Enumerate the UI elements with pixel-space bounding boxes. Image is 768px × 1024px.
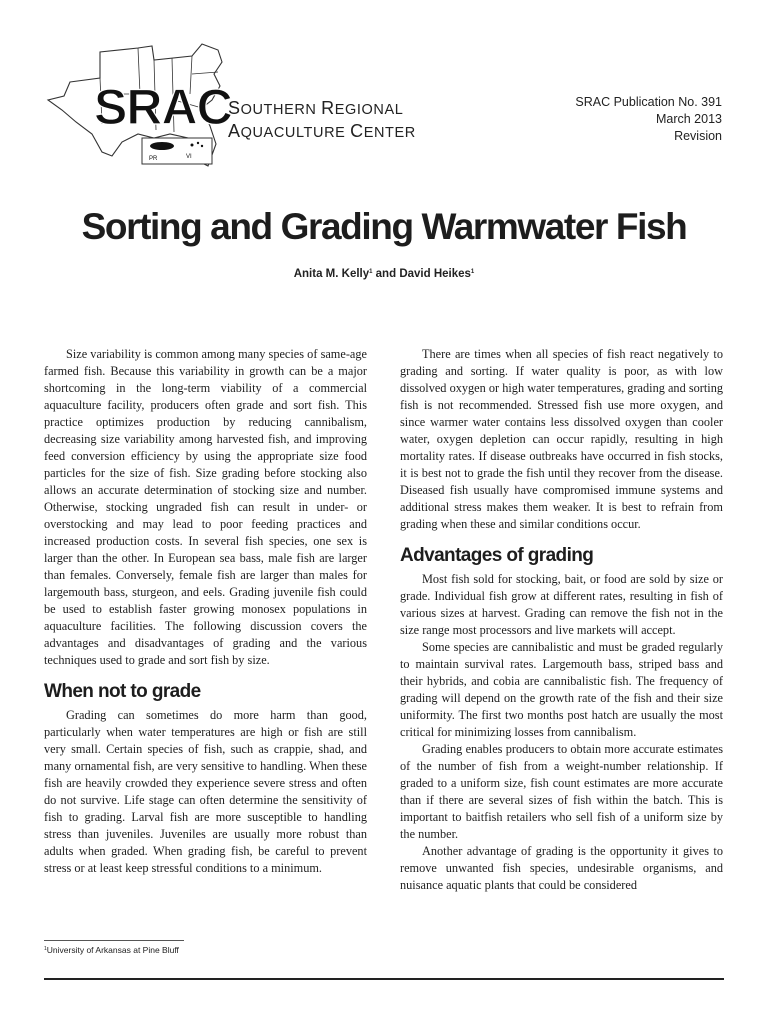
publication-status: Revision	[674, 129, 722, 143]
author-1: Anita M. Kelly	[293, 268, 370, 280]
footnote-text: University of Arkansas at Pine Bluff	[46, 945, 179, 955]
authors-line: Anita M. Kelly$^1$ and David Heikes$^1$	[293, 268, 475, 280]
organization-name	[228, 98, 416, 144]
author-1-affiliation: 1	[369, 269, 373, 275]
when-not-to-grade-paragraph: Grading can sometimes do more harm than good, particularly when water temperatures are high or fish are still very small. Certain species of fish, such as crappie, shad, and many ornamental fish, are very sensitive to handling. When these fish are heavily crowded they experience severe stress and often do not survive. Life stage can often determine the sensitivity of fish to grading. Larval fish are more susceptible to handling stress than juveniles. Juveniles are usually more robust than adults when graded. When grading fish, be careful to prevent stress or at least keep stressful conditions to a minimum.	[44, 708, 367, 875]
srac-logo	[42, 34, 238, 172]
author-2-affiliation: 1	[470, 269, 475, 275]
left-column	[44, 346, 367, 877]
right-column	[400, 346, 723, 894]
intro-paragraph: Size variability is common among many species of same-age farmed fish. Because this variability in growth can be a major shortcoming in the long-term viability of a commercial aquaculture facility, producers often grade and sort fish. This practice optimizes production by reducing cannibalism, decreasing size variability among harvested fish, and improving feed conversion efficiency by using the appropriate size food particles for the size of fish. Size grading before stocking also allows an accurate determination of stocking size and number. Otherwise, stocking ungraded fish can result in under- or overstocking and may lead to poor feeding practices and increased production costs. In several fish species, one sex is larger than the other. In European sea bass, male fish are larger than females. Conversely, female fish are larger than males for largemouth bass, sturgeon, and eels. Grading juvenile fish could be used to establish faster growing monosex populations in aquaculture facilities. The following discussion covers the advantages and disadvantages of grading and the various techniques used to grade and sort fish by size.	[44, 347, 367, 667]
section-heading-advantages: Advantages of grading	[400, 545, 594, 566]
southern-states-map-icon	[42, 34, 238, 172]
publication-date: March 2013	[655, 112, 722, 126]
advantages-paragraph-3: Grading enables producers to obtain more accurate estimates of the number of fish from a weight-number relationship. If graded to a uniform size, fish count estimates are more accurate than if there are several sizes of fish within the batch. This is important to baitfish retailers who sell fish of a uniform size by the number.	[400, 742, 723, 841]
vi-label: VI	[186, 154, 192, 160]
footnote-divider	[44, 940, 184, 941]
logo-text: SRAC	[94, 79, 232, 135]
advantages-paragraph-4: Another advantage of grading is the opportunity it gives to remove unwanted fish species, undesirable organisms, and nuisance aquatic plants that could be considered	[400, 844, 723, 892]
publication-info	[575, 94, 722, 145]
pr-label: PR	[149, 156, 158, 162]
org-line-2: AQUACULTURE CENTER	[228, 121, 416, 141]
author-2: David Heikes	[399, 268, 471, 280]
footnote-marker: 1	[44, 946, 47, 952]
footnote	[44, 945, 179, 955]
page-bottom-rule	[44, 978, 724, 980]
advantages-paragraph-1: Most fish sold for stocking, bait, or food are sold by size or grade. Individual fish grow at different rates, resulting in fish of various sizes at harvest. Grading can remove the fish not in the size range most processors and live markets will accept.	[400, 572, 723, 637]
org-line-1: SOUTHERN REGIONAL	[228, 98, 404, 118]
page-title: Sorting and Grading Warmwater Fish	[81, 206, 687, 247]
advantages-paragraph-2: Some species are cannibalistic and must be graded regularly to maintain survival rates. Largemouth bass, striped bass and their hybrids, and cobia are cannibalistic fish. The frequency of grading will depend on the growth rate of the fish and their size uniformity. The first two months post hatch are usually the most critical for minimizing losses from cannibalism.	[400, 640, 723, 739]
section-heading-when-not-to-grade: When not to grade	[44, 681, 201, 702]
conditions-paragraph: There are times when all species of fish react negatively to grading and sorting. If water quality is poor, as with low dissolved oxygen or high water temperatures, grading and sorting fish is not recommended. Stressed fish use more oxygen, and since warmer water contains less dissolved oxygen than cooler water, oxygen depletion can occur rapidly, resulting in high mortality rates. If disease outbreaks have occurred in fish stocks, it is best not to grade the fish until they recover from the disease. Diseased fish usually have compromised immune systems and additional stress makes them weaker. It is best to refrain from grading when these and similar conditions occur.	[400, 347, 723, 531]
publication-number: SRAC Publication No. 391	[575, 95, 722, 109]
